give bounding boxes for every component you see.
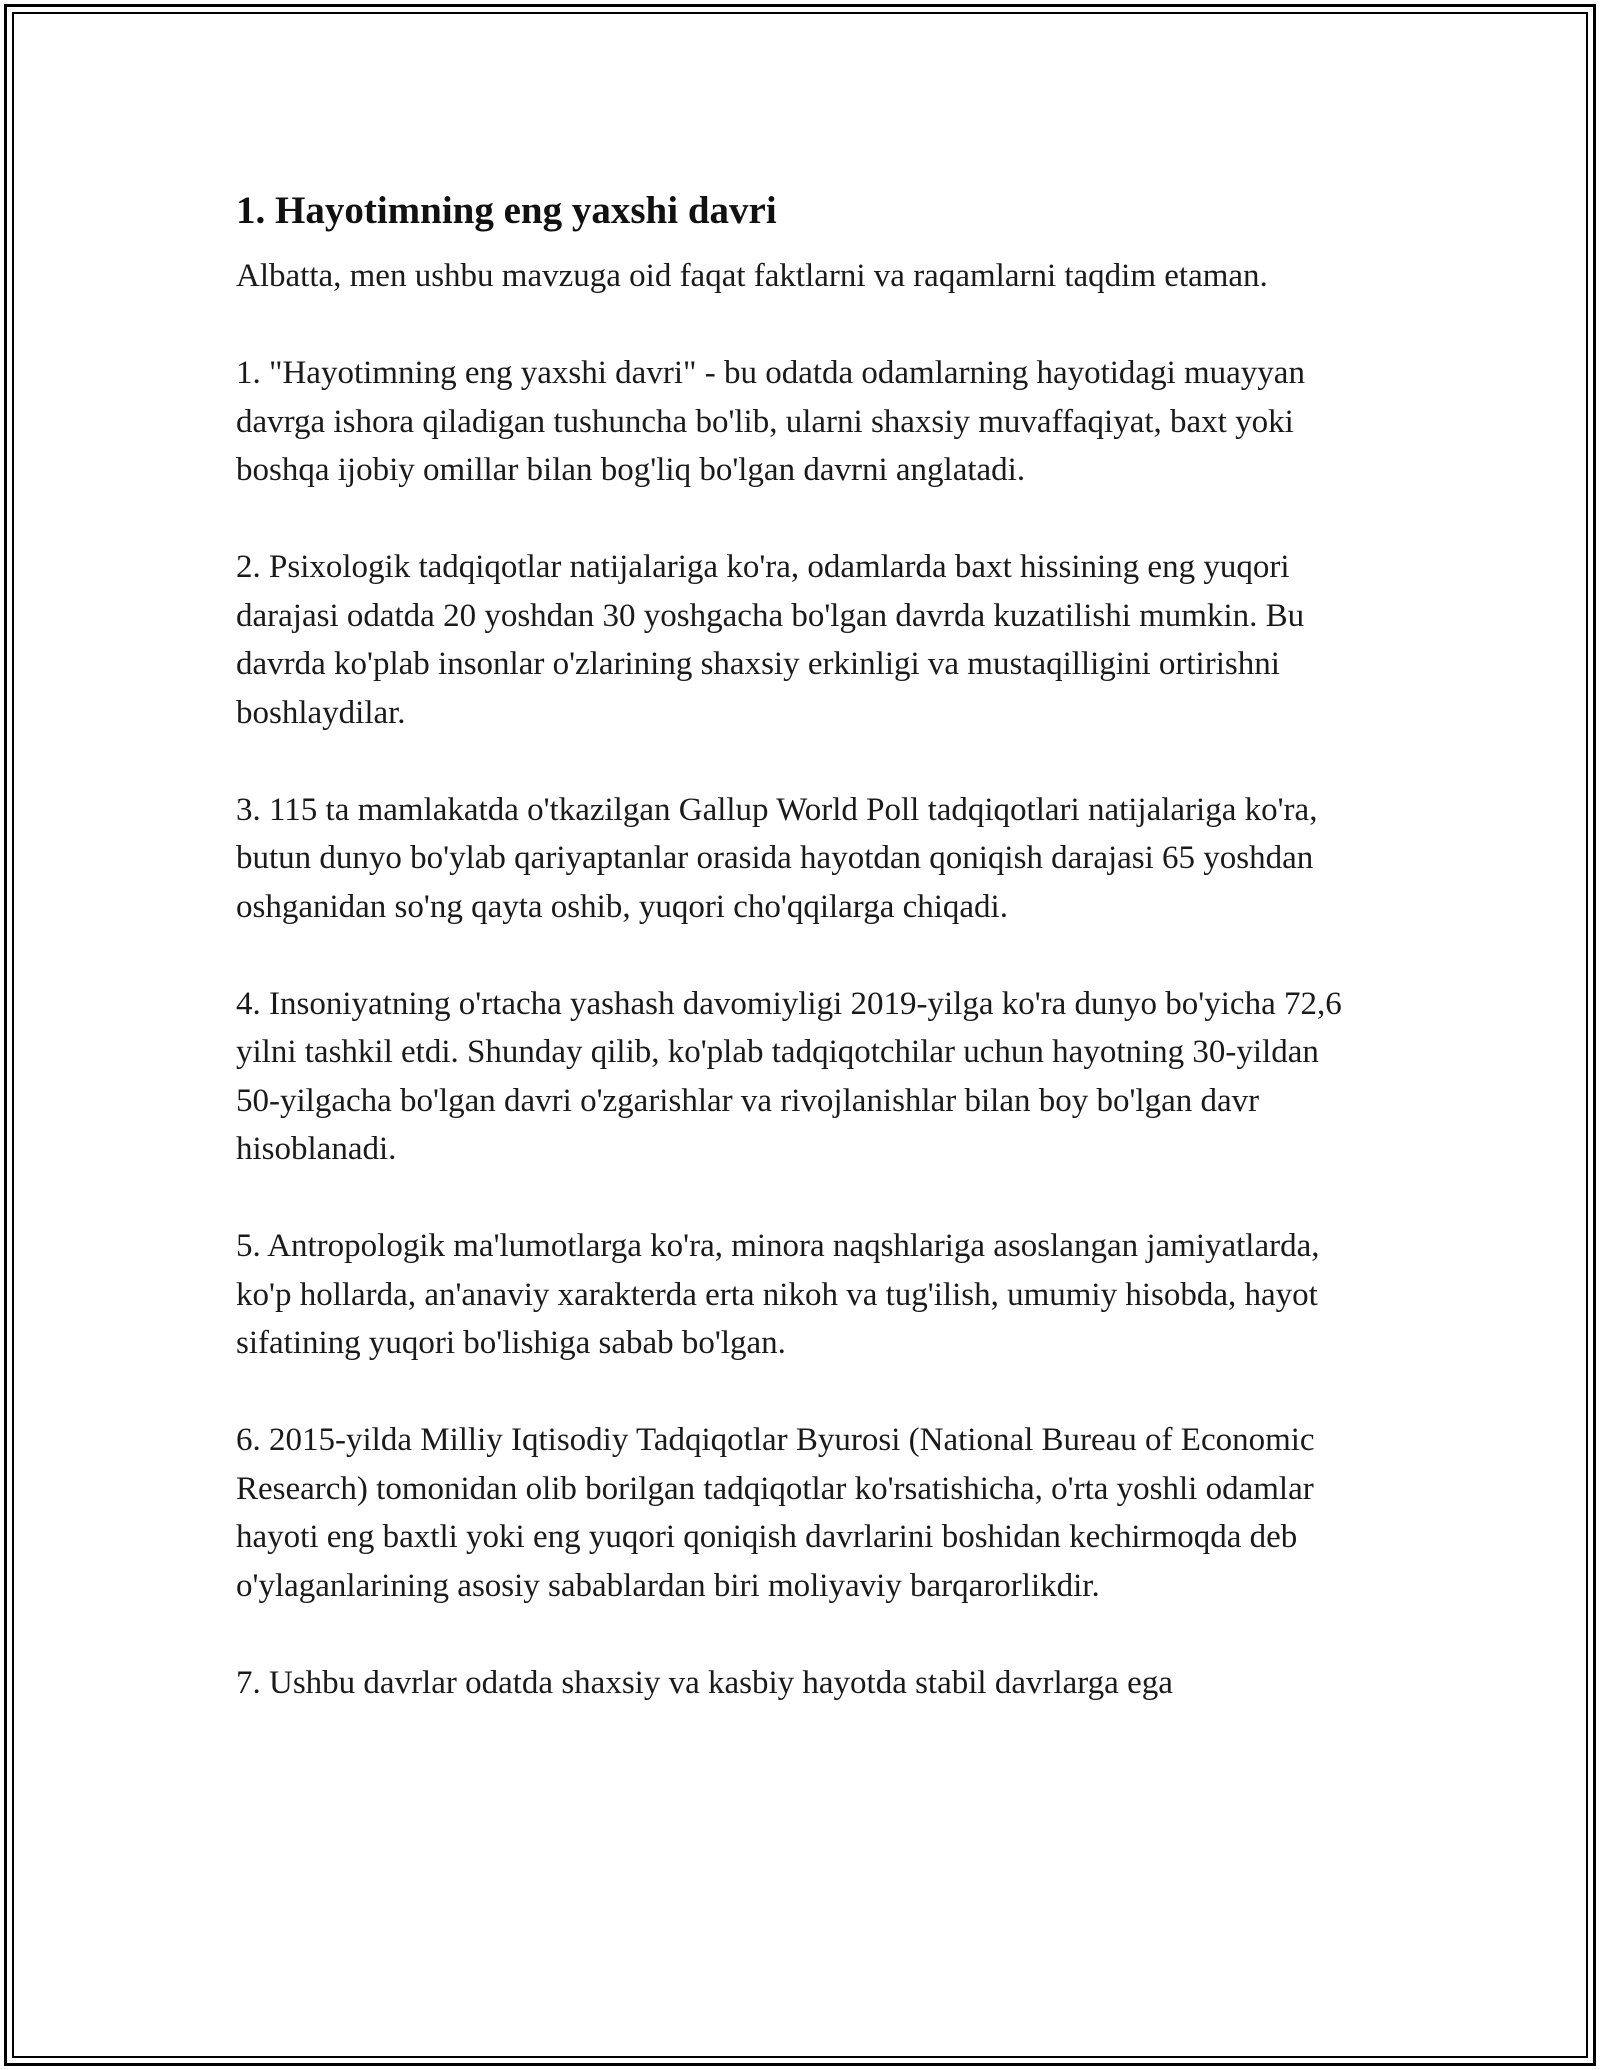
document-title: 1. Hayotimning eng yaxshi davri (236, 189, 777, 232)
paragraph-3: 3. 115 ta mamlakatda o'tkazilgan Gallup World Poll tadqiqotlari natijalariga ko'ra, butun dunyo bo'ylab qariyaptanlar orasida hayotdan qoniqish darajasi 65 yoshdan oshganidan so'ng qayta oshib, yuqori cho'qqilarga chiqadi. (236, 791, 1318, 925)
paragraph-2: 2. Psixologik tadqiqotlar natijalariga ko'ra, odamlarda baxt hissining eng yuqori darajasi odatda 20 yoshdan 30 yoshgacha bo'lgan davrda kuzatilishi mumkin. Bu davrda ko'plab insonlar o'zlarining shaxsiy erkinligi va mustaqilligini ortirishni boshlaydilar. (236, 549, 1305, 731)
paragraph-7: 7. Ushbu davrlar odatda shaxsiy va kasbiy hayotda stabil davrlarga ega (236, 1664, 1173, 1701)
paragraph-5: 5. Antropologik ma'lumotlarga ko'ra, minora naqshlariga asoslangan jamiyatlarda, ko'p hollarda, an'anaviy xarakterda erta nikoh va tug'ilish, umumiy hisobda, hayot sifatining yuqori bo'lishiga sabab bo'lgan. (236, 1228, 1320, 1361)
document-body (236, 186, 1366, 1707)
intro-paragraph: Albatta, men ushbu mavzuga oid faqat faktlarni va raqamlarni taqdim etaman. (236, 258, 1268, 294)
paragraph-6: 6. 2015-yilda Milliy Iqtisodiy Tadqiqotlar Byurosi (National Bureau of Economic Research) tomonidan olib borilgan tadqiqotlar ko'rsatishicha, o'rta yoshli odamlar hayoti eng baxtli yoki eng yuqori qoniqish davrlarini boshidan kechirmoqda deb o'ylaganlarining asosiy sabablardan biri moliyaviy barqarorlikdir. (236, 1422, 1315, 1604)
paragraph-4: 4. Insoniyatning o'rtacha yashash davomiyligi 2019-yilga ko'ra dunyo bo'yicha 72,6 yilni tashkil etdi. Shunday qilib, ko'plab tadqiqotchilar uchun hayotning 30-yildan 50-yilgacha bo'lgan davri o'zgarishlar va rivojlanishlar bilan boy bo'lgan davr hisoblanadi. (236, 985, 1342, 1167)
paragraph-1: 1. "Hayotimning eng yaxshi davri" - bu odatda odamlarning hayotidagi muayyan davrga ishora qiladigan tushuncha bo'lib, ularni shaxsiy muvaffaqiyat, baxt yoki boshqa ijobiy omillar bilan bog'liq bo'lgan davrni anglatadi. (236, 355, 1305, 488)
